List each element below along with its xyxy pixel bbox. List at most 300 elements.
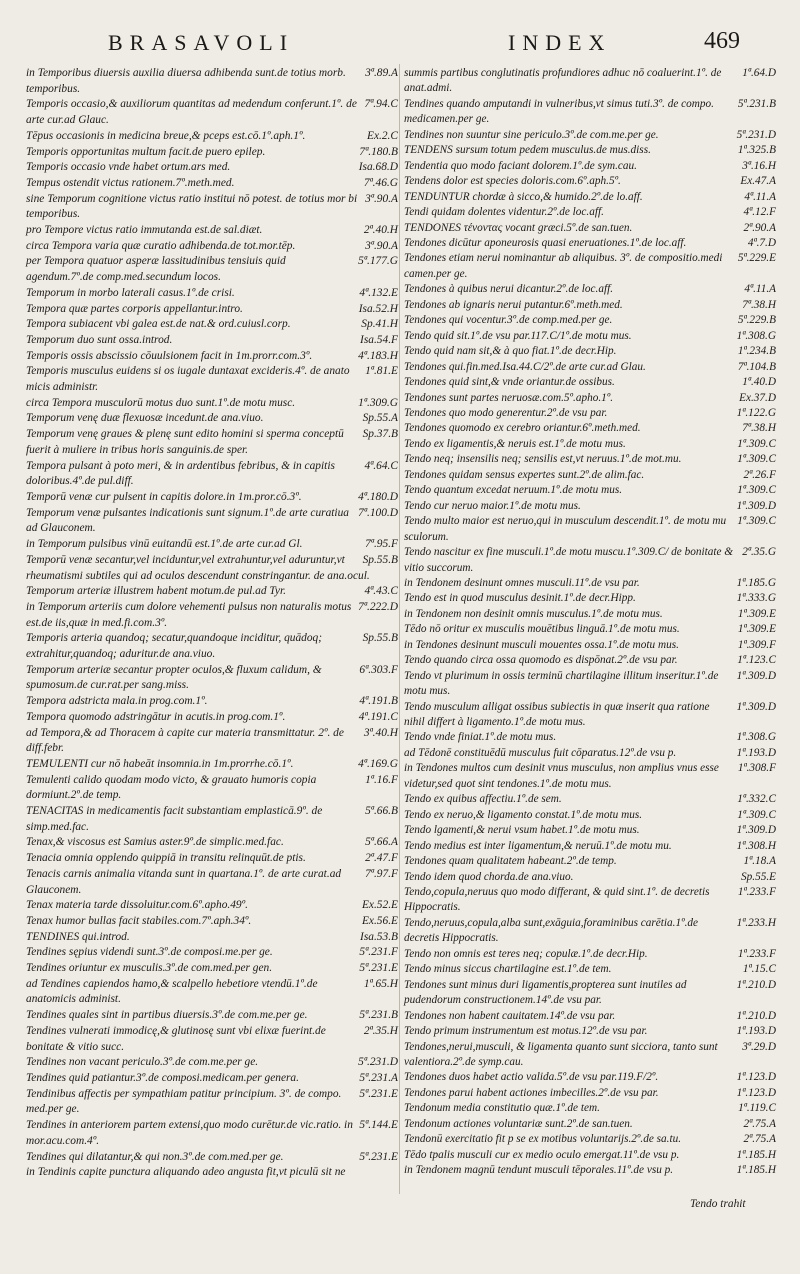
entry-text: Tendo est in quod musculus desinit.1º.de decr.Hipp. (404, 592, 636, 605)
index-column-right (404, 66, 776, 1179)
index-entry (26, 914, 398, 930)
entry-reference: 7ª.46.G (363, 176, 398, 189)
entry-reference: 2ª.75.A (743, 1133, 776, 1146)
index-entry (26, 1071, 398, 1087)
entry-text: Tendo musculum alligat ossibus subiectis in quæ inserit qua ratione nihil differt à ligamento.1º.de motu mus. (404, 700, 710, 729)
entry-reference: 1ª.234.B (737, 345, 776, 358)
index-entry (26, 1118, 398, 1149)
index-entry (26, 1055, 398, 1071)
entry-reference: 1ª.309.E (737, 623, 776, 636)
index-entry (26, 663, 398, 694)
entry-text: Tendo neq; insensilis neq; sensilis est,vt neruus.1º.de mot.mu. (404, 453, 682, 466)
entry-text: Tendones,nerui,musculi, & ligamenta quanto sunt sicciora, tanto sunt valentiora.2º.de symp.cau. (404, 1040, 718, 1068)
entry-text: Tempus ostendit victus rationem.7º.meth.med. (26, 176, 235, 189)
index-entry (26, 176, 398, 192)
index-entry (404, 808, 776, 823)
entry-text: per Tempora quatuor asperæ lassitudinibus tensiuis quid agendum.7º.de comp.med.secundum locos. (26, 255, 286, 284)
entry-text: TEMULENTI cur nō habeāt insomnia.in 1m.prorrhe.cō.1º. (26, 757, 294, 770)
index-entry (26, 1165, 398, 1181)
entry-text: Temporum arteriæ secantur propter oculos,& fluxum calidum, & spumosum.de cur.rat.per sang.miss. (26, 663, 322, 692)
entry-text: Tendones sunt minus duri ligamentis,propterea sunt inutiles ad pudendorum constructionem.14º.de vsu par. (404, 978, 687, 1007)
index-entry (404, 761, 776, 792)
entry-text: in Tendonem magnū tendunt musculi tēporales.11º.de vsu p. (404, 1164, 674, 1177)
entry-reference: 1ª.309.C (737, 515, 776, 528)
entry-text: Tendones quidam sensus expertes sunt.2º.de alim.fac. (404, 468, 645, 481)
entry-text: Tempora quæ partes corporis appellantur.intro. (26, 302, 243, 315)
entry-reference: Isa.54.F (360, 333, 398, 346)
entry-reference: 5ª.231.E (359, 1150, 398, 1163)
entry-text: Tenax materia tarde dissoluitur.com.6º.apho.49º. (26, 899, 249, 912)
entry-text: Tendo quid nam sit,& à quo fiat.1º.de decr.Hip. (404, 345, 617, 358)
entry-text: Tendens dolor est species doloris.com.6º.aph.5º. (404, 175, 621, 188)
entry-text: Tendo ex quibus affectiu.1º.de sem. (404, 793, 562, 806)
entry-reference: 1ª.309.D (736, 669, 776, 682)
entry-reference: Ex.52.E (361, 899, 398, 912)
entry-text: Temporum in morbo laterali casus.1º.de crisi. (26, 286, 235, 299)
entry-text: Tendo non omnis est teres neq; copulæ.1º.de decr.Hip. (404, 947, 648, 960)
entry-reference: 1ª.193.D (736, 746, 776, 759)
index-entry (26, 223, 398, 239)
entry-text: Tenacia omnia opplendo quippiā in transitu relinquūt.de ptis. (26, 852, 306, 865)
entry-reference: 3ª.40.H (363, 726, 398, 739)
entry-text: Tendines quales sint in partibus diuersis.3º.de com.me.per ge. (26, 1009, 308, 1022)
entry-text: sine Temporum cognitione victus ratio institui nō potest. de totius mor bi temporibus. (26, 192, 358, 221)
index-entry (26, 584, 398, 600)
entry-reference: 1ª.119.C (738, 1102, 776, 1115)
entry-text: TENDONES τένοντας vocant græci.5º.de san.tuen. (404, 221, 633, 234)
entry-text: Temporis musculus euidens si os iugale duntaxat excideris.4º. de anato micis administr. (26, 365, 350, 394)
entry-text: Tendo,copula,neruus quo modo differant, & quid sint.1º. de decretis Hippocratis. (404, 886, 710, 914)
entry-reference: 1ª.123.C (737, 654, 776, 667)
entry-text: Tendo,neruus,copula,alba sunt,exāguia,foraminibus carētia.1º.de decretis Hippocratis. (404, 916, 698, 945)
index-entry (26, 537, 398, 553)
entry-reference: 1ª.308.H (736, 839, 776, 852)
index-entry (26, 192, 398, 223)
entry-reference: 2ª.75.A (743, 1117, 776, 1130)
index-entry (26, 239, 398, 255)
entry-text: Tendones quomodo ex cerebro oriantur.6º.meth.med. (404, 422, 641, 435)
index-entry (404, 1086, 776, 1101)
index-entry (26, 1008, 398, 1024)
entry-reference: 2ª.26.F (743, 468, 776, 481)
index-entry (404, 205, 776, 220)
entry-reference: 2ª.35.H (363, 1024, 398, 1037)
entry-text: Tendones duos habet actio valida.5º.de vsu par.119.F/2º. (404, 1071, 659, 1084)
catchword: Tendo trahit (690, 1198, 746, 1210)
entry-reference: 5ª.231.D (736, 128, 776, 141)
entry-text: in Temporibus diuersis auxilia diuersa adhibenda sunt.de totius morb. temporibus. (26, 67, 346, 95)
entry-reference: 2ª.90.A (743, 221, 776, 234)
entry-reference: 1ª.308.G (736, 731, 776, 744)
entry-text: Tendones ab ignaris nerui putantur.6º.meth.med. (404, 298, 623, 311)
entry-reference: 1ª.309.D (736, 499, 776, 512)
entry-text: Tenax,& viscosus est Samius aster.9º.de simplic.med.fac. (26, 836, 284, 849)
entry-text: Tenacis carnis animalia vitanda sunt in quartana.1º. de arte curat.ad Glauconem. (26, 867, 342, 896)
index-entry (404, 66, 776, 97)
entry-reference: 7ª.222.D (358, 600, 398, 613)
entry-text: Tendonū exercitatio fit p se ex motibus voluntarijs.2º.de sa.tu. (404, 1133, 682, 1146)
entry-text: Tendonum media constitutio quæ.1º.de tem. (404, 1102, 600, 1115)
entry-reference: 7ª.95.F (365, 538, 398, 551)
entry-text: Tendones quid sint,& vnde oriantur.de ossibus. (404, 376, 615, 389)
entry-text: TENACITAS in medicamentis facit substantiam emplasticā.9º. de simp.med.fac. (26, 805, 323, 833)
entry-text: in Tendones desinunt musculi mouentes ossa.1º.de motu mus. (404, 638, 679, 651)
index-entry (404, 344, 776, 359)
index-entry (404, 1009, 776, 1024)
entry-text: Tendo cur neruo maior.1º.de motu mus. (404, 499, 581, 512)
entry-text: Temporis opportunitas multum facit.de puero epilep. (26, 145, 266, 158)
index-entry (404, 437, 776, 452)
index-entry (26, 1150, 398, 1166)
entry-text: Tenax humor bullas facit stabiles.com.7º.aph.34º. (26, 914, 252, 927)
entry-reference: 1ª.233.F (737, 886, 776, 899)
entry-reference: Isa.52.H (358, 302, 398, 315)
entry-text: Tendones quam qualitatem habeant.2º.de temp. (404, 855, 617, 868)
index-entry (404, 1132, 776, 1147)
entry-text: ad Tempora,& ad Thoracem à capite cur materia transmittatur. 2º. de diff.febr. (26, 726, 344, 755)
index-entry (404, 962, 776, 977)
index-entry (26, 427, 398, 458)
entry-reference: 1ª.122.G (736, 406, 776, 419)
entry-reference: 4ª.64.C (364, 459, 398, 472)
entry-reference: 1ª.309.D (736, 700, 776, 713)
entry-reference: 3ª.90.A (365, 192, 398, 205)
index-entry (404, 128, 776, 143)
index-entry (404, 1148, 776, 1163)
index-entry (26, 145, 398, 161)
index-entry (26, 349, 398, 365)
entry-text: Tendines in anteriorem partem extensi,quo modo curētur.de vic.ratio. in mor.acu.com.4º. (26, 1119, 353, 1147)
entry-text: Tēdo nō oritur ex musculis mouētibus linguā.1º.de motu mus. (404, 623, 680, 636)
entry-text: in Temporum arteriis cum dolore vehementi pulsus non naturalis motus est.de iis,quæ in med.fi.com.3º. (26, 600, 352, 629)
index-entry (404, 406, 776, 421)
entry-reference: 4ª.191.C (358, 710, 398, 723)
entry-reference: Sp.55.B (362, 632, 398, 645)
index-entry (404, 1040, 776, 1071)
entry-reference: 7ª.180.B (359, 145, 398, 158)
entry-reference: 1ª.308.G (736, 329, 776, 342)
entry-reference: 5ª.231.F (359, 946, 398, 959)
entry-text: in Tendonem non desinit omnis musculus.1º.de motu mus. (404, 607, 663, 620)
running-head-title: INDEX (508, 30, 612, 55)
entry-reference: 1ª.309.D (736, 824, 776, 837)
entry-text: Temporum arteriæ illustrem habent motum.de pul.ad Tyr. (26, 585, 286, 598)
entry-reference: 4ª.11.A (744, 283, 776, 296)
index-entry (404, 591, 776, 606)
index-entry (404, 514, 776, 545)
entry-text: Tendines non suuntur sine periculo.3º.de com.me.per ge. (404, 128, 659, 141)
index-entry (404, 746, 776, 761)
index-entry (26, 851, 398, 867)
entry-text: Temporum duo sunt ossa.introd. (26, 333, 173, 346)
index-entry (404, 97, 776, 128)
entry-text: Temporum venæ pulsantes indicationis sunt signum.1º.de arte curatiua ad Glauconem. (26, 506, 349, 535)
entry-reference: Ex.47.A (740, 175, 776, 188)
index-entry (404, 159, 776, 174)
entry-reference: 1ª.309.G (358, 396, 398, 409)
entry-reference: 5ª.144.E (359, 1119, 398, 1132)
entry-text: Tendo ex neruo,& ligamento constat.1º.de motu mus. (404, 808, 643, 821)
entry-text: circa Tempora musculorū motus duo sunt.1º.de motu musc. (26, 396, 296, 409)
entry-reference: 1ª.309.C (737, 437, 776, 450)
entry-text: Tendones etiam nerui nominantur ab aliquibus. 3º. de compositio.medi camen.per ge. (404, 252, 723, 280)
entry-reference: 6ª.303.F (359, 663, 398, 676)
index-entry (404, 329, 776, 344)
entry-text: Tendi quidam dolentes videntur.2º.de loc.aff. (404, 206, 604, 219)
index-entry (404, 947, 776, 962)
index-entry (26, 333, 398, 349)
entry-text: Tendones qui vocentur.3º.de comp.med.per ge. (404, 314, 613, 327)
index-entry (404, 700, 776, 731)
index-entry (404, 236, 776, 251)
entry-reference: 1ª.332.C (737, 793, 776, 806)
index-entry (404, 251, 776, 282)
entry-text: TENDINES qui.introd. (26, 930, 130, 943)
entry-reference: 1ª.15.C (742, 963, 776, 976)
index-entry (404, 978, 776, 1009)
entry-reference: 4ª.169.G (358, 757, 398, 770)
index-entry (26, 898, 398, 914)
entry-text: Tendo vnde finiat.1º.de motu mus. (404, 731, 557, 744)
index-entry (404, 823, 776, 838)
entry-reference: Isa.53.B (360, 930, 398, 943)
entry-reference: Sp.55.B (362, 553, 398, 566)
entry-reference: 5ª.66.B (365, 805, 398, 818)
entry-text: Tendines oriuntur ex musculis.3º.de com.med.per gen. (26, 962, 273, 975)
entry-text: Tēpus occasionis in medicina breue,& pceps est.cō.1º.aph.1º. (26, 129, 306, 142)
entry-reference: Sp.55.E (741, 870, 776, 883)
index-entry (404, 282, 776, 297)
index-entry (26, 726, 398, 757)
entry-reference: 1ª.123.D (736, 1071, 776, 1084)
entry-reference: 1ª.123.D (736, 1086, 776, 1099)
entry-reference: 7ª.38.H (742, 422, 776, 435)
entry-text: in Tendonem desinunt omnes musculi.11º.de vsu par. (404, 576, 640, 589)
entry-text: Tendines quando amputandi in vulneribus,vt simus tuti.3º. de compo. medicamen.per ge. (404, 97, 714, 126)
entry-reference: Isa.68.D (358, 161, 398, 174)
entry-text: Temporis occasio vnde habet ortum.ars med. (26, 161, 231, 174)
index-entry (26, 710, 398, 726)
entry-reference: 3ª.29.D (742, 1040, 776, 1053)
entry-reference: 2ª.40.H (363, 224, 398, 237)
index-entry (404, 1117, 776, 1132)
entry-reference: Ex.2.C (366, 129, 398, 142)
entry-reference: 4ª.183.H (358, 349, 398, 362)
index-entry (26, 364, 398, 395)
entry-reference: 1ª.193.D (736, 1025, 776, 1038)
entry-reference: 7ª.100.D (358, 506, 398, 519)
entry-text: Tendo lgamenti,& nerui vsum habet.1º.de motu mus. (404, 824, 640, 837)
index-entry (404, 622, 776, 637)
index-entry (404, 653, 776, 668)
entry-text: Temporū venæ cur pulsent in capitis dolore.in 1m.pror.cō.3º. (26, 490, 302, 503)
index-entry (26, 254, 398, 285)
index-entry (404, 499, 776, 514)
entry-text: Tendines non vacant periculo.3º.de com.me.per ge. (26, 1056, 259, 1069)
entry-reference: 4ª.191.B (359, 695, 398, 708)
index-entry (26, 66, 398, 97)
entry-reference: 5ª.231.D (358, 1056, 398, 1069)
entry-reference: 1ª.309.C (737, 484, 776, 497)
index-entry (26, 804, 398, 835)
entry-text: in Tendinis capite punctura aliquando adeo angusta fit,vt piculū sit ne (26, 1166, 346, 1179)
index-entry (404, 545, 776, 576)
index-entry (26, 317, 398, 333)
index-entry (26, 97, 398, 128)
entry-reference: 1ª.185.G (736, 576, 776, 589)
entry-reference: 1ª.81.E (365, 365, 398, 378)
index-entry (26, 930, 398, 946)
entry-text: Temporum venę graues & plenę sunt edito homini si sperma conceptū fuerit à muliere in tribus horis sanguinis.de sper. (26, 428, 344, 456)
index-entry (404, 1024, 776, 1039)
entry-text: Tendines sępius videndi sunt.3º.de composi.me.per ge. (26, 946, 273, 959)
entry-text: TENDUNTUR chordæ à sicco,& humido.2º.de lo.aff. (404, 190, 643, 203)
entry-text: Tendo quando circa ossa quomodo es dispōnat.2º.de vsu par. (404, 654, 678, 667)
entry-text: Tendo idem quod chorda.de ana.viuo. (404, 870, 574, 883)
entry-text: Tendo vt plurimum in ossis terminū chartilagine illitum inseritur.1º.de motu mus. (404, 669, 719, 698)
index-entry (404, 870, 776, 885)
entry-reference: Ex.37.D (739, 391, 776, 404)
entry-text: Tendones quo modo generentur.2º.de vsu par. (404, 406, 608, 419)
index-entry (26, 286, 398, 302)
entry-text: Temporis occasio,& auxiliorum quantitas ad medendum conferunt.1º. de arte cur.ad Glauc. (26, 98, 357, 127)
entry-reference: 1ª.309.F (737, 638, 776, 651)
entry-text: Tendo primum instrumentum est motus.12º.de vsu par. (404, 1025, 648, 1038)
index-entry (404, 885, 776, 916)
entry-text: Tempora adstricta mala.in prog.com.1º. (26, 695, 208, 708)
entry-text: Tendones parui habent actiones imbecilles.2º.de vsu par. (404, 1086, 659, 1099)
index-entry (404, 839, 776, 854)
index-entry (26, 1024, 398, 1055)
index-entry (404, 143, 776, 158)
entry-reference: 5ª.231.E (359, 962, 398, 975)
entry-text: summis partibus conglutinatis profundiores adhuc nō coaluerint.1º. de anat.admi. (404, 67, 722, 95)
entry-text: TENDENS sursum totum pedem musculus.de mus.diss. (404, 144, 651, 157)
entry-reference: Sp.41.H (361, 318, 398, 331)
entry-text: Tendo ex ligamentis,& neruis est.1º.de motu mus. (404, 437, 626, 450)
index-entry (26, 459, 398, 490)
index-entry (26, 977, 398, 1008)
entry-reference: 1ª.210.D (736, 978, 776, 991)
entry-reference: 4ª.132.E (359, 286, 398, 299)
index-entry (26, 631, 398, 662)
index-entry (404, 916, 776, 947)
entry-text: Temporis ossis abscissio cōuulsionem facit in 1m.prorr.com.3º. (26, 349, 313, 362)
entry-reference: Sp.55.A (362, 412, 398, 425)
entry-reference: 1ª.233.H (736, 916, 776, 929)
index-entry (404, 1163, 776, 1178)
index-entry (26, 411, 398, 427)
entry-reference: 1ª.210.D (736, 1009, 776, 1022)
entry-reference: 1ª.64.D (742, 67, 776, 79)
entry-reference: 4ª.7.D (747, 236, 776, 249)
index-entry (404, 669, 776, 700)
page-number: 469 (704, 28, 740, 54)
index-entry (26, 600, 398, 631)
entry-text: Tendones sunt partes neruosæ.com.5º.apho.1º. (404, 391, 614, 404)
entry-reference: 3ª.16.H (742, 159, 776, 172)
entry-text: pro Tempore victus ratio immutanda est.de sal.diæt. (26, 224, 263, 237)
entry-text: Tendo medius est inter ligamentum,& neruū.1º.de motu mu. (404, 839, 672, 852)
entry-text: Tendones qui.fin.med.Isa.44.C/2º.de arte cur.ad Glau. (404, 360, 646, 373)
index-entry (26, 945, 398, 961)
index-entry (26, 961, 398, 977)
entry-reference: Ex.56.E (361, 914, 398, 927)
entry-reference: 1ª.185.H (736, 1164, 776, 1177)
index-entry (26, 694, 398, 710)
entry-reference: 1ª.40.D (742, 376, 776, 389)
entry-text: Tendo quantum excedat neruum.1º.de motu mus. (404, 484, 623, 497)
entry-text: Tendo nascitur ex fine musculi.1º.de motu muscu.1º.309.C/ de bonitate & vitio succorum. (404, 546, 734, 574)
index-entry (404, 190, 776, 205)
index-entry (404, 313, 776, 328)
index-entry (26, 129, 398, 145)
entry-text: ad Tēdonē constituēdū musculus fuit cōparatus.12º.de vsu p. (404, 746, 677, 759)
index-entry (404, 854, 776, 869)
index-entry (404, 421, 776, 436)
entry-text: Tendones à quibus nerui dicantur.2º.de loc.aff. (404, 283, 614, 296)
entry-text: in Temporum pulsibus vinū euitandū est.1º.de arte cur.ad Gl. (26, 538, 303, 551)
index-entry (404, 607, 776, 622)
index-entry (26, 867, 398, 898)
entry-reference: 5ª.229.B (737, 314, 776, 327)
entry-reference: 4ª.12.F (743, 206, 776, 219)
index-entry (404, 576, 776, 591)
entry-reference: 1ª.233.F (737, 947, 776, 960)
running-head (0, 22, 800, 62)
entry-text: Temporū venæ secantur,vel inciduntur,vel extrahuntur,vel aduruntur,vt rheumatismi subtiles qui ad oculos descendunt constringantur. de ana.ocul. (26, 553, 370, 582)
index-entry (404, 638, 776, 653)
entry-reference: 1ª.18.A (743, 855, 776, 868)
index-entry (404, 174, 776, 189)
entry-reference: 4ª.180.D (358, 490, 398, 503)
entry-text: Tendo multo maior est neruo,qui in musculum descendit.1º. de motu mu sculorum. (404, 515, 727, 543)
entry-reference: 1ª.65.H (363, 977, 398, 990)
index-entry (26, 302, 398, 318)
entry-reference: 1ª.333.G (736, 592, 776, 605)
index-entry (26, 835, 398, 851)
entry-reference: 7ª.94.C (364, 98, 398, 111)
entry-reference: 1ª.185.H (736, 1148, 776, 1161)
entry-reference: 3ª.89.A (365, 67, 398, 79)
entry-text: Tendonum actiones voluntariæ sunt.2º.de san.tuen. (404, 1117, 633, 1130)
entry-text: circa Tempora varia quæ curatio adhibenda.de tot.mor.tēp. (26, 239, 296, 252)
entry-reference: 5ª.66.A (365, 836, 398, 849)
entry-reference: 1ª.309.C (737, 453, 776, 466)
entry-text: Tendines vulnerati immodicę,& glutinosę sunt vbi elixæ fuerint.de bonitate & vitio succ. (26, 1024, 326, 1053)
entry-text: Tendines qui dilatantur,& qui non.3º.de com.med.per ge. (26, 1150, 284, 1163)
entry-reference: 5ª.229.E (737, 252, 776, 265)
entry-reference: Sp.37.B (362, 428, 398, 441)
entry-reference: 3ª.90.A (365, 239, 398, 252)
index-entry (404, 730, 776, 745)
entry-text: Tēdo tpalis musculi cur ex medio oculo emergat.11º.de vsu p. (404, 1148, 680, 1161)
entry-text: Tendines quid patiantur.3º.de composi.medicam.per genera. (26, 1072, 299, 1084)
index-entry (26, 506, 398, 537)
entry-reference: 4ª.11.A (744, 190, 776, 203)
entry-reference: 1ª.16.F (365, 773, 398, 786)
index-entry (404, 452, 776, 467)
entry-text: Tempora quomodo adstringātur in acutis.in prog.com.1º. (26, 710, 286, 723)
entry-reference: 5ª.177.G (358, 255, 398, 268)
entry-text: Tendones dicūtur aponeurosis quasi eneruationes.1º.de loc.aff. (404, 236, 687, 249)
index-entry (404, 298, 776, 313)
entry-reference: 5ª.231.B (359, 1009, 398, 1022)
index-entry (404, 483, 776, 498)
entry-reference: 2ª.35.G (742, 546, 776, 559)
column-divider (399, 64, 400, 1194)
entry-text: Tendones non habent cauitatem.14º.de vsu par. (404, 1009, 616, 1022)
